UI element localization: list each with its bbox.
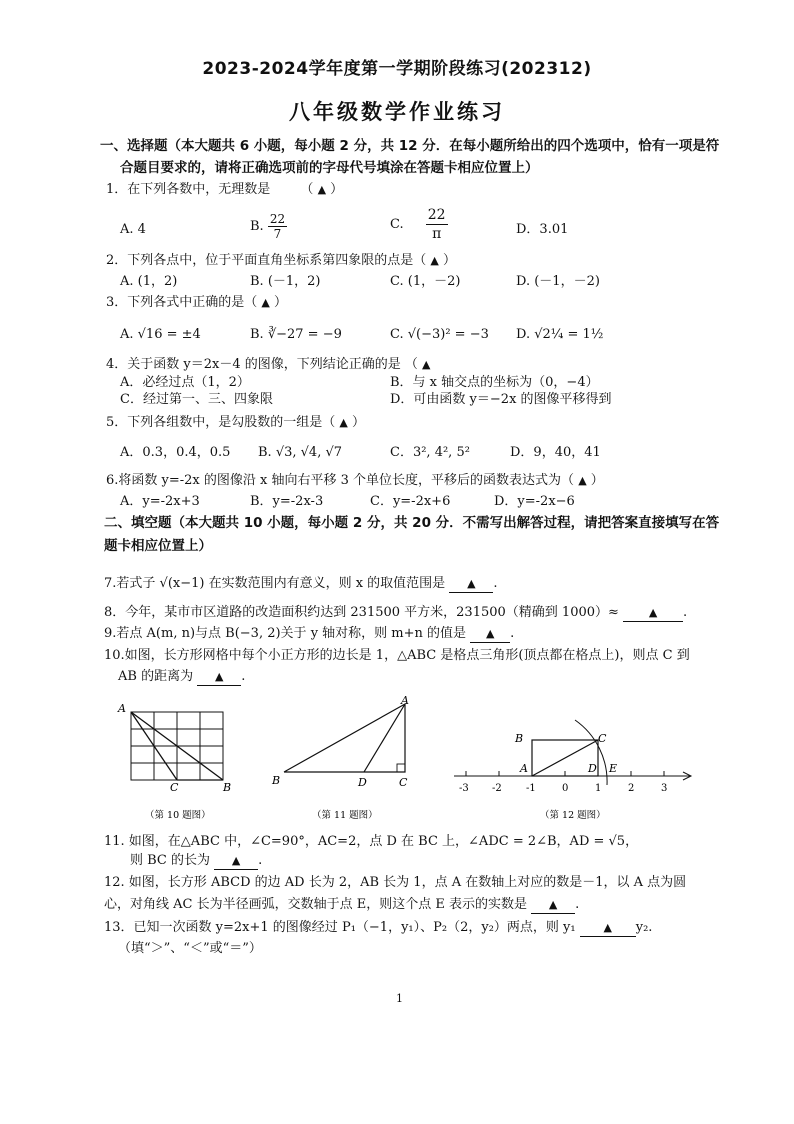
fig12-label-a: A — [520, 762, 528, 775]
fig11-label-d: D — [358, 776, 367, 789]
q13-line1: 13．已知一次函数 y=2x+1 的图像经过 P₁（−1，y₁）、P₂（2，y₂）两点，则 y₁ ▲ y₂. — [104, 920, 653, 935]
q3-stem: 3．下列各式中正确的是（ ▲ ） — [106, 295, 288, 310]
q1-option-c: C. $\frac{22}{\pi}$ — [390, 207, 446, 242]
fig12-label-d: D — [588, 762, 597, 775]
q5-stem: 5．下列各组数中，是勾股数的一组是（ ▲ ） — [106, 415, 366, 430]
q6-option-a: A．y=-2x+3 — [120, 494, 200, 509]
q10-line2: AB 的距离为 ▲ . — [118, 669, 246, 684]
q4-option-d: D．可由函数 y＝−2x 的图像平移得到 — [390, 392, 612, 407]
q4-option-a: A．必经过点（1，2） — [120, 375, 250, 390]
q8: 8．今年，某市市区道路的改造面积约达到 231500 平方米，231500（精确到 1000）≈ ▲ . — [104, 605, 688, 620]
fig12-label-c: C — [598, 732, 607, 745]
exam-subtitle: 八年级数学作业练习 — [289, 100, 505, 124]
q2-option-b: B. (－1，2) — [250, 274, 321, 289]
q1-option-d: D．3.01 — [516, 222, 569, 237]
figures-row — [0, 690, 794, 830]
q6-option-c: C．y=-2x+6 — [370, 494, 451, 509]
q1-b-fraction: $\frac{22}{7}$ — [269, 212, 286, 241]
fig12-caption: （第 12 题图） — [540, 810, 606, 821]
q2-option-c: C. (1，－2) — [390, 274, 461, 289]
q3-option-a: A. √16 = ±4 — [120, 327, 201, 342]
answer-mark: ▲ — [317, 183, 327, 196]
q13-line2: （填“＞”、“＜”或“＝”） — [118, 941, 262, 956]
fig10-label-b: B — [223, 781, 232, 794]
q12-line2: 心，对角线 AC 长为半径画弧，交数轴于点 E，则这个点 E 表示的实数是 ▲ . — [104, 897, 580, 912]
q1-stem: 1．在下列各数中，无理数是 （ ▲ ） — [106, 182, 344, 197]
section1-heading-cont: 合题目要求的，请将正确选项前的字母代号填涂在答题卡相应位置上） — [120, 160, 539, 176]
q1-option-b: B. $\frac{22}{7}$ — [250, 212, 286, 241]
axis-label: 0 — [562, 783, 569, 794]
q7: 7.若式子 √(x−1) 在实数范围内有意义，则 x 的取值范围是 ▲ . — [104, 576, 498, 591]
figure-10-grid — [131, 712, 223, 780]
q2-stem: 2．下列各点中，位于平面直角坐标系第四象限的点是（ ▲ ） — [106, 253, 457, 268]
q1-c-fraction: $\frac{22}{\pi}$ — [427, 207, 446, 242]
fig10-label-c: C — [170, 781, 179, 794]
exam-title: 2023-2024学年度第一学期阶段练习(202312) — [202, 59, 592, 79]
q1-option-a: A. 4 — [120, 222, 146, 237]
q6-stem: 6.将函数 y=-2x 的图像沿 x 轴向右平移 3 个单位长度，平移后的函数表达式为（ ▲ ） — [106, 473, 604, 488]
fig11-caption: （第 11 题图） — [312, 810, 378, 821]
figure-11-triangle — [284, 704, 405, 772]
q4-stem: 4．关于函数 y＝2x－4 的图像，下列结论正确的是 （ ▲ — [106, 357, 431, 372]
q2-option-d: D. (－1，－2) — [516, 274, 600, 289]
fig11-label-b: B — [272, 774, 281, 787]
fig12-label-b: B — [515, 732, 524, 745]
fig10-caption: （第 10 题图） — [145, 810, 211, 821]
q5-option-a: A．0.3，0.4，0.5 — [120, 445, 231, 460]
q12-line1: 12. 如图，长方形 ABCD 的边 AD 长为 2，AB 长为 1，点 A 在数轴上对应的数是－1，以 A 点为圆 — [104, 875, 687, 890]
q5-option-d: D．9，40，41 — [510, 445, 601, 460]
q6-option-b: B．y=-2x-3 — [250, 494, 324, 509]
q3-option-b: B. ∛−27 = −9 — [250, 327, 342, 342]
section2-heading-cont: 题卡相应位置上） — [104, 538, 212, 554]
q11-line1: 11. 如图，在△ABC 中，∠C=90°，AC=2，点 D 在 BC 上，∠ADC = 2∠B，AD = √5， — [104, 834, 639, 849]
q5-option-b: B. √3, √4, √7 — [258, 445, 343, 460]
q4-option-c: C．经过第一、三、四象限 — [120, 392, 273, 407]
section1-heading: 一、选择题（本大题共 6 小题，每小题 2 分，共 12 分．在每小题所给出的四个选项中，恰有一项是符 — [100, 138, 720, 154]
axis-label: -2 — [492, 783, 502, 794]
page-number: 1 — [396, 992, 403, 1005]
figure-12-number-line — [454, 720, 691, 785]
axis-label: 2 — [628, 783, 635, 794]
axis-label: 1 — [595, 783, 602, 794]
q9: 9.若点 A(m, n)与点 B(−3, 2)关于 y 轴对称，则 m+n 的值是 ▲ . — [104, 626, 515, 641]
axis-label: -1 — [526, 783, 536, 794]
fig11-label-c: C — [399, 776, 408, 789]
q10-line1: 10.如图，长方形网格中每个小正方形的边长是 1，△ABC 是格点三角形(顶点都在格点上)，则点 C 到 — [104, 648, 690, 663]
axis-label: -3 — [459, 783, 469, 794]
q3-option-c: C. √(−3)² = −3 — [390, 327, 489, 342]
fig11-label-a: A — [401, 694, 409, 707]
fig12-label-e: E — [609, 762, 618, 775]
fig10-label-a: A — [118, 702, 126, 715]
q2-option-a: A. (1，2) — [120, 274, 178, 289]
q4-option-b: B．与 x 轴交点的坐标为（0，−4） — [390, 375, 599, 390]
q6-option-d: D．y=-2x−6 — [494, 494, 575, 509]
section2-heading: 二、填空题（本大题共 10 小题，每小题 2 分，共 20 分．不需写出解答过程，请把答案直接填写在答 — [104, 515, 720, 531]
q3-option-d: D. √2¼ = 1½ — [516, 327, 604, 342]
q5-option-c: C．3², 4², 5² — [390, 445, 470, 460]
q11-line2: 则 BC 的长为 ▲ . — [130, 853, 263, 868]
axis-label: 3 — [661, 783, 668, 794]
fig12-axis-labels — [459, 783, 667, 794]
